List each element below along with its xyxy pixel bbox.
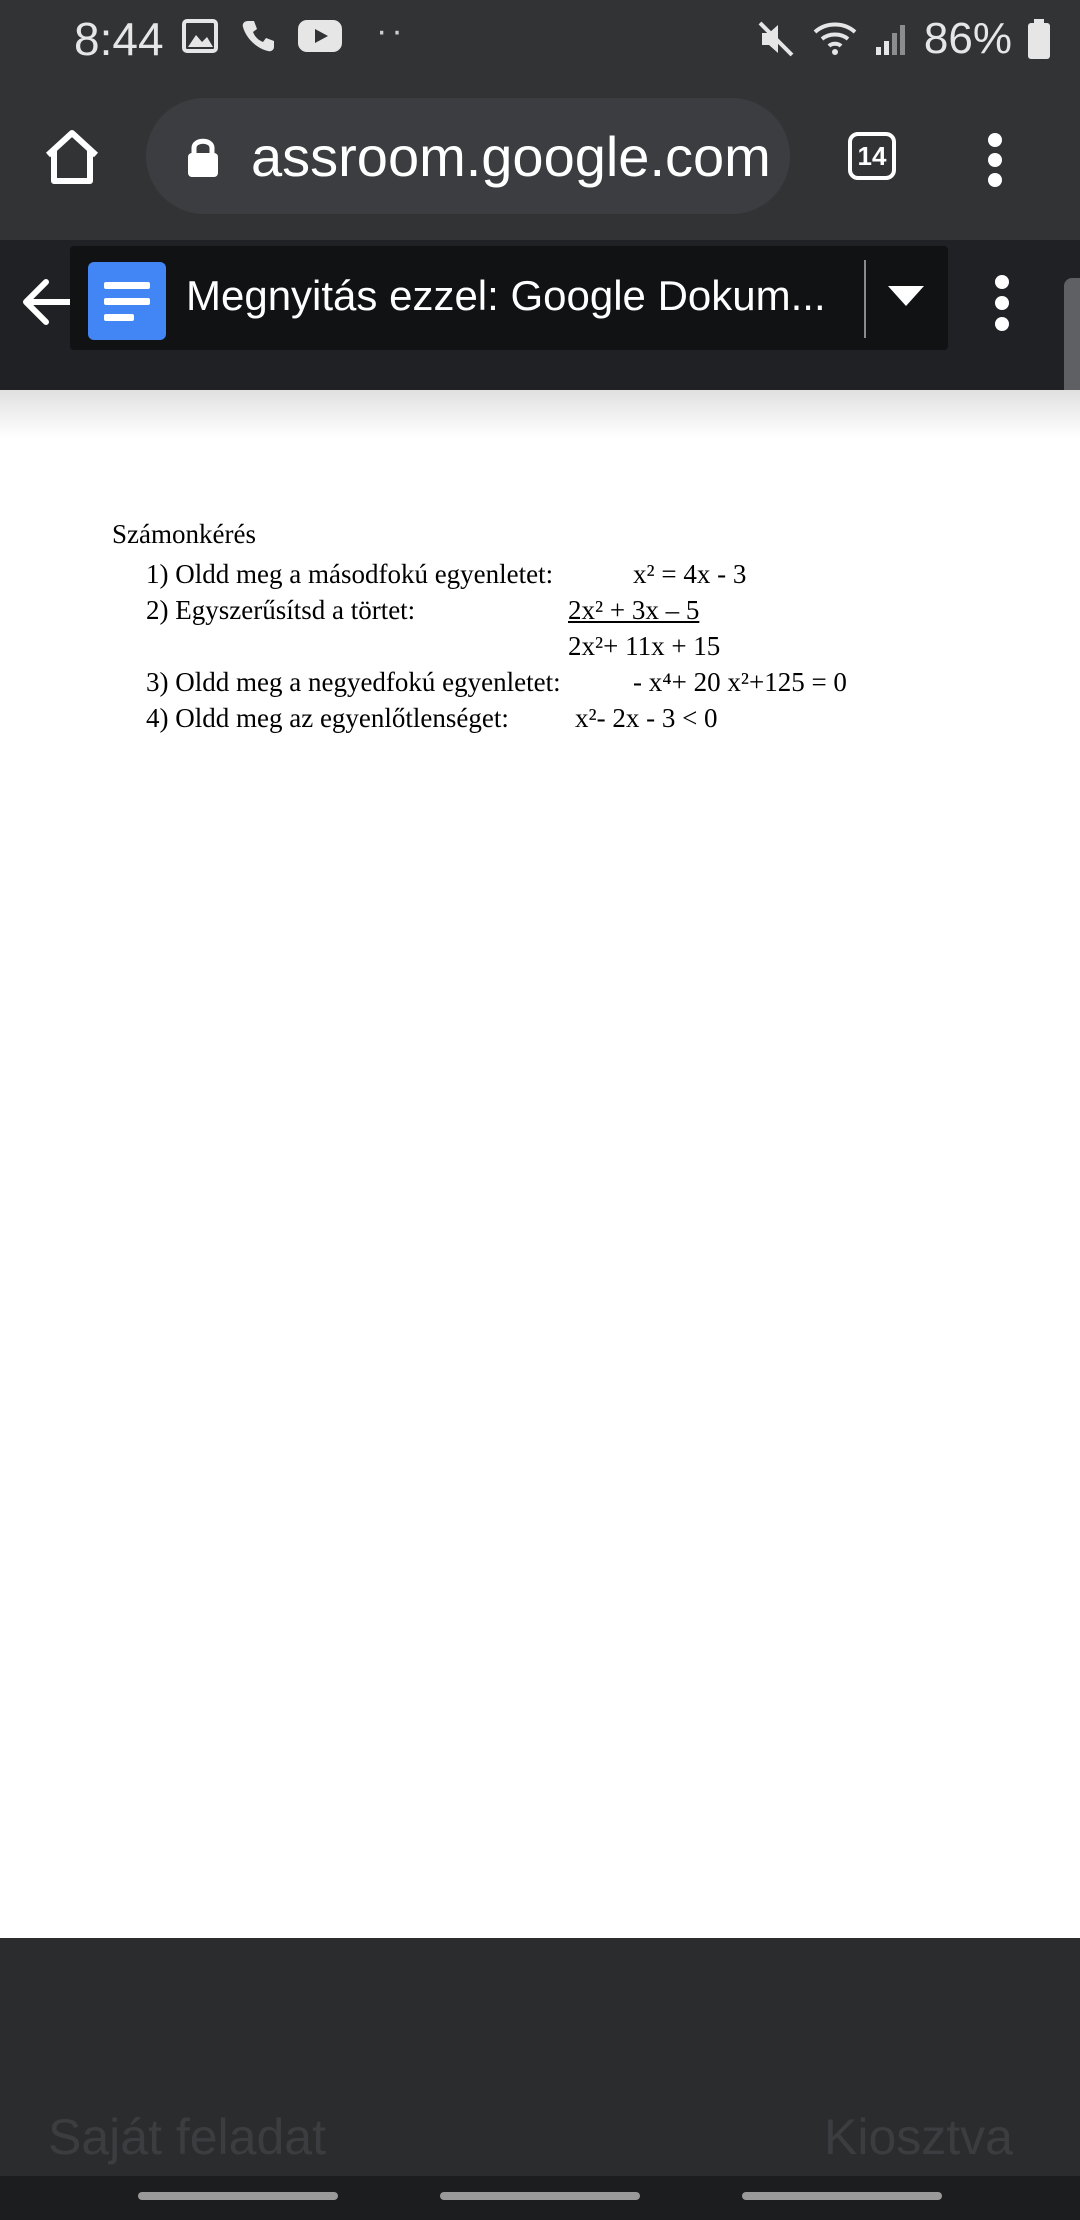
status-time: 8:44	[74, 13, 164, 65]
assigned-label: Kiosztva	[824, 2109, 1013, 2165]
task-label: 4) Oldd meg az egyenlőtlenséget:	[146, 703, 509, 733]
battery-percent: 86%	[923, 14, 1012, 63]
task-2-denominator-row	[112, 628, 1012, 664]
viewer-toolbar	[0, 240, 1080, 390]
nav-back-button[interactable]	[742, 2192, 942, 2200]
tab-switcher-button[interactable]: 14	[848, 132, 896, 180]
battery-icon	[1028, 19, 1050, 59]
phone-icon	[240, 18, 276, 54]
viewer-menu-icon[interactable]	[992, 274, 1012, 332]
open-with-google-docs-button[interactable]	[70, 246, 948, 350]
youtube-icon	[298, 20, 342, 52]
task-expression: x²- 2x - 3 < 0	[575, 703, 718, 733]
signal-icon	[874, 21, 908, 57]
task-1	[112, 556, 1012, 592]
browser-toolbar	[0, 72, 1080, 240]
address-bar[interactable]	[146, 98, 790, 214]
nav-home-button[interactable]	[440, 2192, 640, 2200]
open-with-label: Megnyitás ezzel: Google Dokum...	[186, 272, 826, 319]
fraction-denominator: 2x²+ 11x + 15	[568, 631, 721, 661]
image-icon	[182, 19, 218, 53]
status-icons-right	[756, 14, 1050, 64]
saved-tasks-label: Saját feladat	[48, 2109, 326, 2165]
task-3	[112, 664, 1012, 700]
wifi-icon	[812, 20, 858, 58]
dropdown-arrow-icon[interactable]	[888, 286, 924, 306]
document-title: Számonkérés	[112, 519, 256, 549]
task-label: 1) Oldd meg a másodfokú egyenletet:	[146, 559, 554, 589]
task-2	[112, 592, 1012, 628]
document-page	[0, 390, 1080, 1938]
nav-recent-button[interactable]	[138, 2192, 338, 2200]
browser-menu-icon[interactable]	[985, 132, 1005, 188]
divider	[864, 260, 866, 338]
status-icons-left	[182, 11, 407, 54]
task-label: 2) Egyszerűsítsd a törtet:	[146, 595, 416, 625]
mute-icon	[756, 19, 796, 59]
google-docs-icon	[88, 262, 166, 340]
back-arrow-icon[interactable]	[20, 278, 76, 326]
fraction-numerator: 2x² + 3x – 5	[568, 595, 700, 625]
task-expression: - x⁴+ 20 x²+125 = 0	[633, 667, 847, 697]
url-text: assroom.google.com	[251, 125, 771, 188]
document-content	[112, 516, 1012, 736]
task-4	[112, 700, 1012, 736]
task-expression: x² = 4x - 3	[633, 559, 747, 589]
task-label: 3) Oldd meg a negyedfokú egyenletet:	[146, 667, 561, 697]
status-bar	[0, 0, 1080, 72]
more-notifications-icon: ··	[376, 11, 407, 50]
system-navigation-bar	[0, 2176, 1080, 2220]
lock-icon	[186, 136, 220, 178]
home-icon[interactable]	[42, 127, 102, 187]
